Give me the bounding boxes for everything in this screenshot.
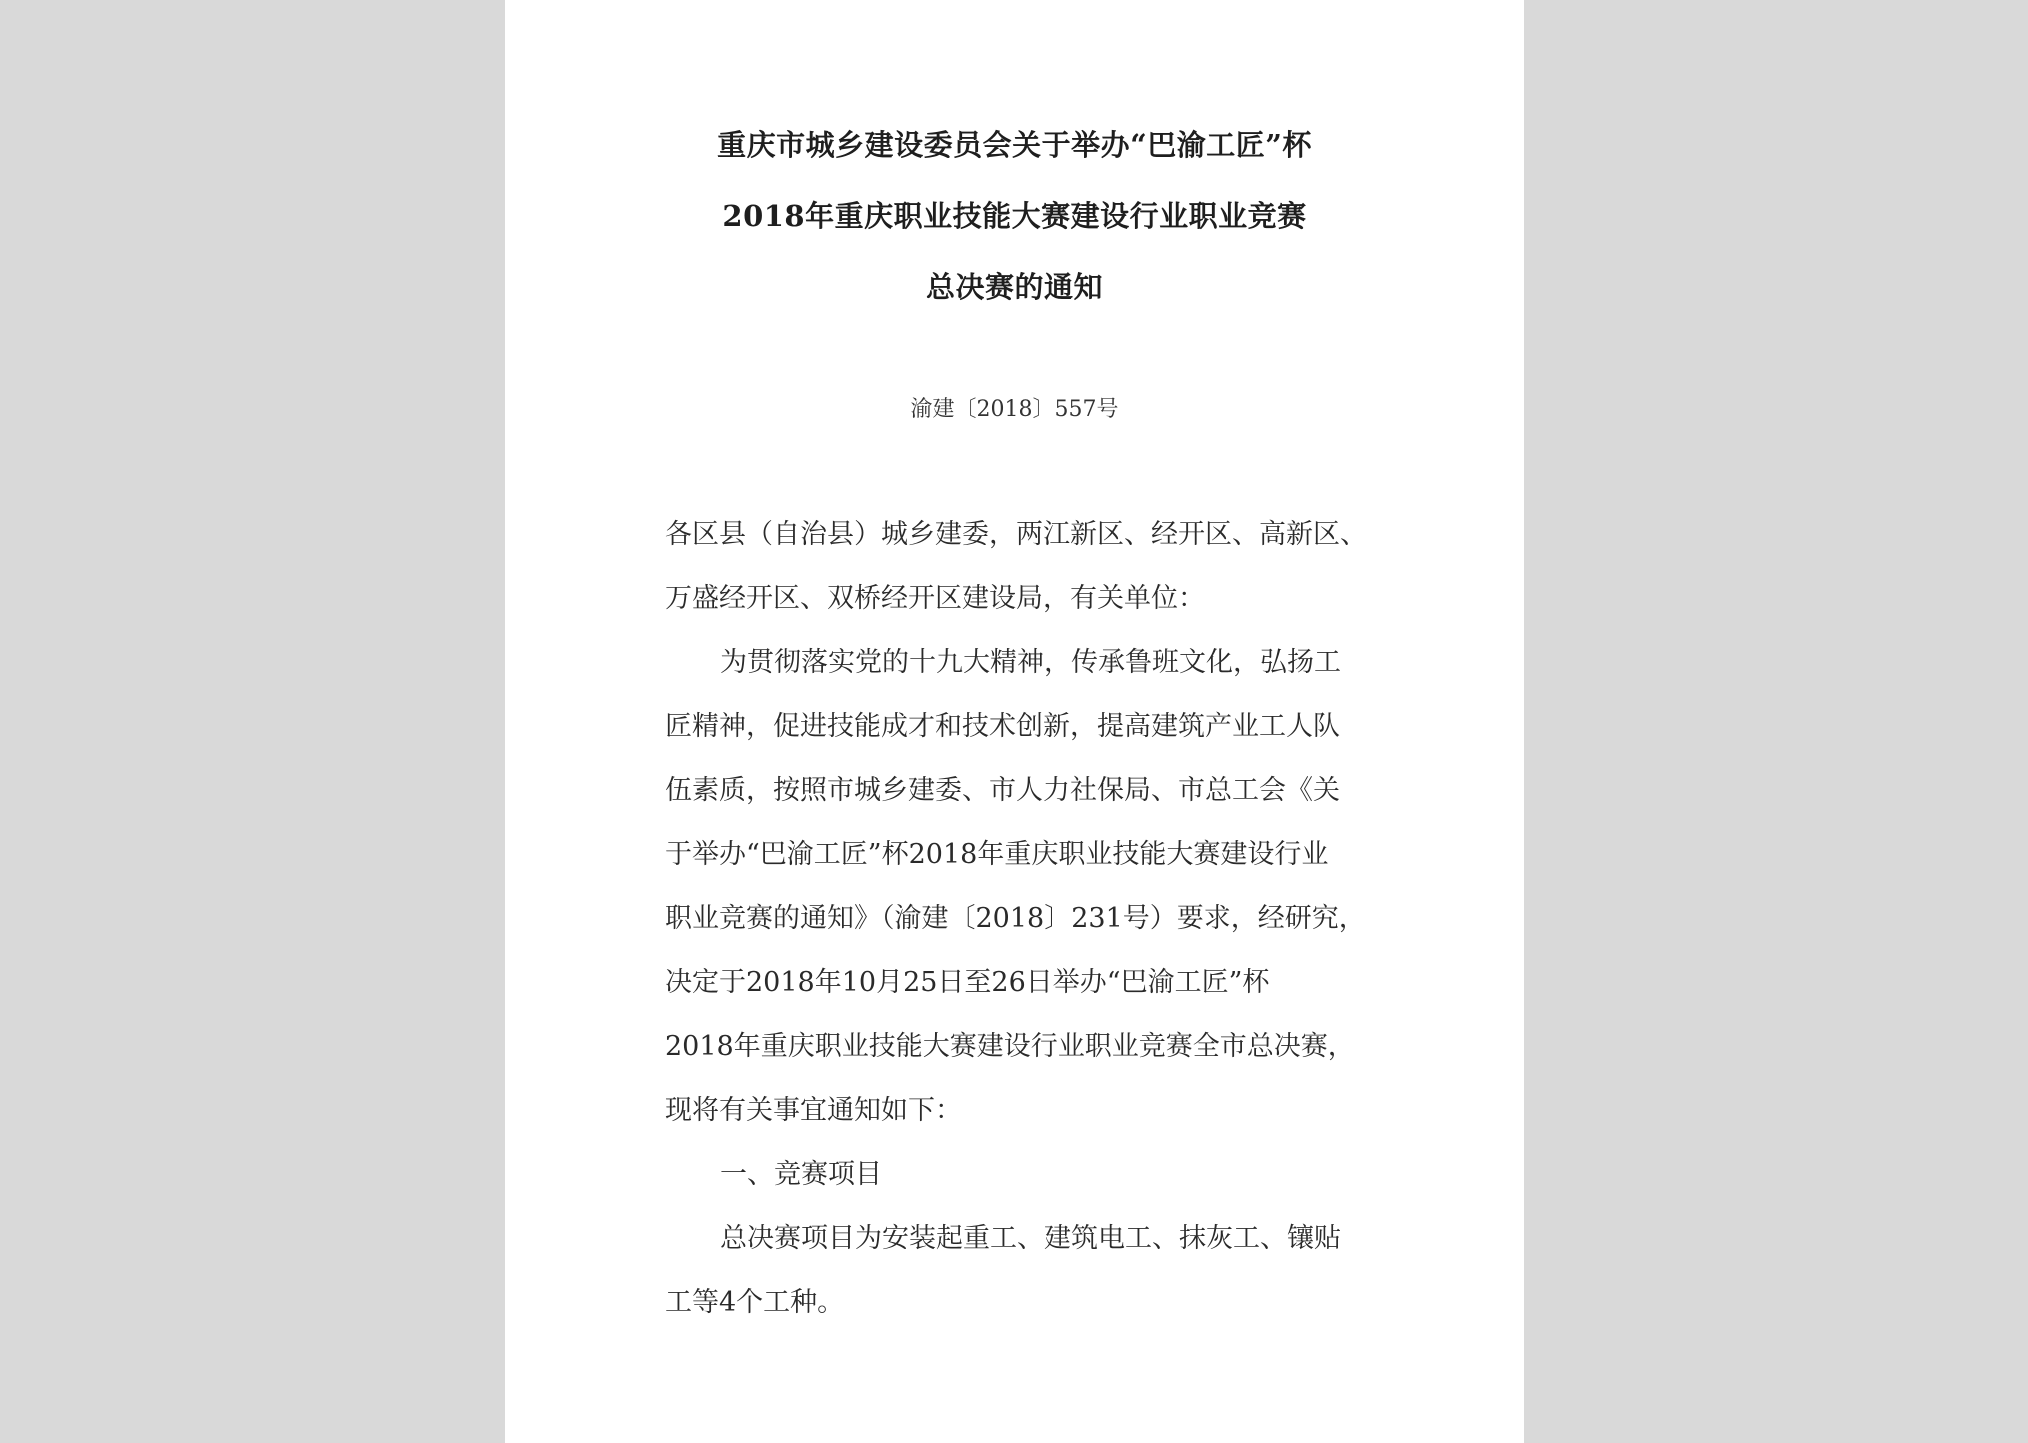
- body-line: 工等4个工种。: [665, 1287, 845, 1318]
- document-number: 渝建〔2018〕557号: [910, 397, 1119, 422]
- body-line: 于举办“巴渝工匠”杯2018年重庆职业技能大赛建设行业: [665, 839, 1329, 870]
- body-line: 为贯彻落实党的十九大精神，传承鲁班文化，弘扬工: [720, 647, 1341, 678]
- body-line: 2018年重庆职业技能大赛建设行业职业竞赛全市总决赛，: [665, 1031, 1355, 1062]
- body-line: 各区县（自治县）城乡建委，两江新区、经开区、高新区、: [665, 519, 1367, 550]
- body-line: 现将有关事宜通知如下：: [665, 1095, 962, 1126]
- document-title-line-1: 重庆市城乡建设委员会关于举办“巴渝工匠”杯: [717, 128, 1312, 162]
- body-line: 总决赛项目为安装起重工、建筑电工、抹灰工、镶贴: [720, 1223, 1341, 1254]
- body-line: 决定于2018年10月25日至26日举办“巴渝工匠”杯: [665, 967, 1270, 998]
- document-page: [505, 0, 1524, 1443]
- body-line: 万盛经开区、双桥经开区建设局，有关单位：: [665, 583, 1205, 614]
- body-line: 匠精神，促进技能成才和技术创新，提高建筑产业工人队: [665, 711, 1340, 742]
- document-title-line-2: 2018年重庆职业技能大赛建设行业职业竞赛: [722, 199, 1307, 233]
- body-line: 职业竞赛的通知》（渝建〔2018〕231号）要求，经研究，: [665, 903, 1366, 934]
- section-heading: 一、竞赛项目: [720, 1159, 882, 1190]
- body-line: 伍素质，按照市城乡建委、市人力社保局、市总工会《关: [665, 775, 1340, 806]
- document-title-line-3: 总决赛的通知: [925, 270, 1103, 304]
